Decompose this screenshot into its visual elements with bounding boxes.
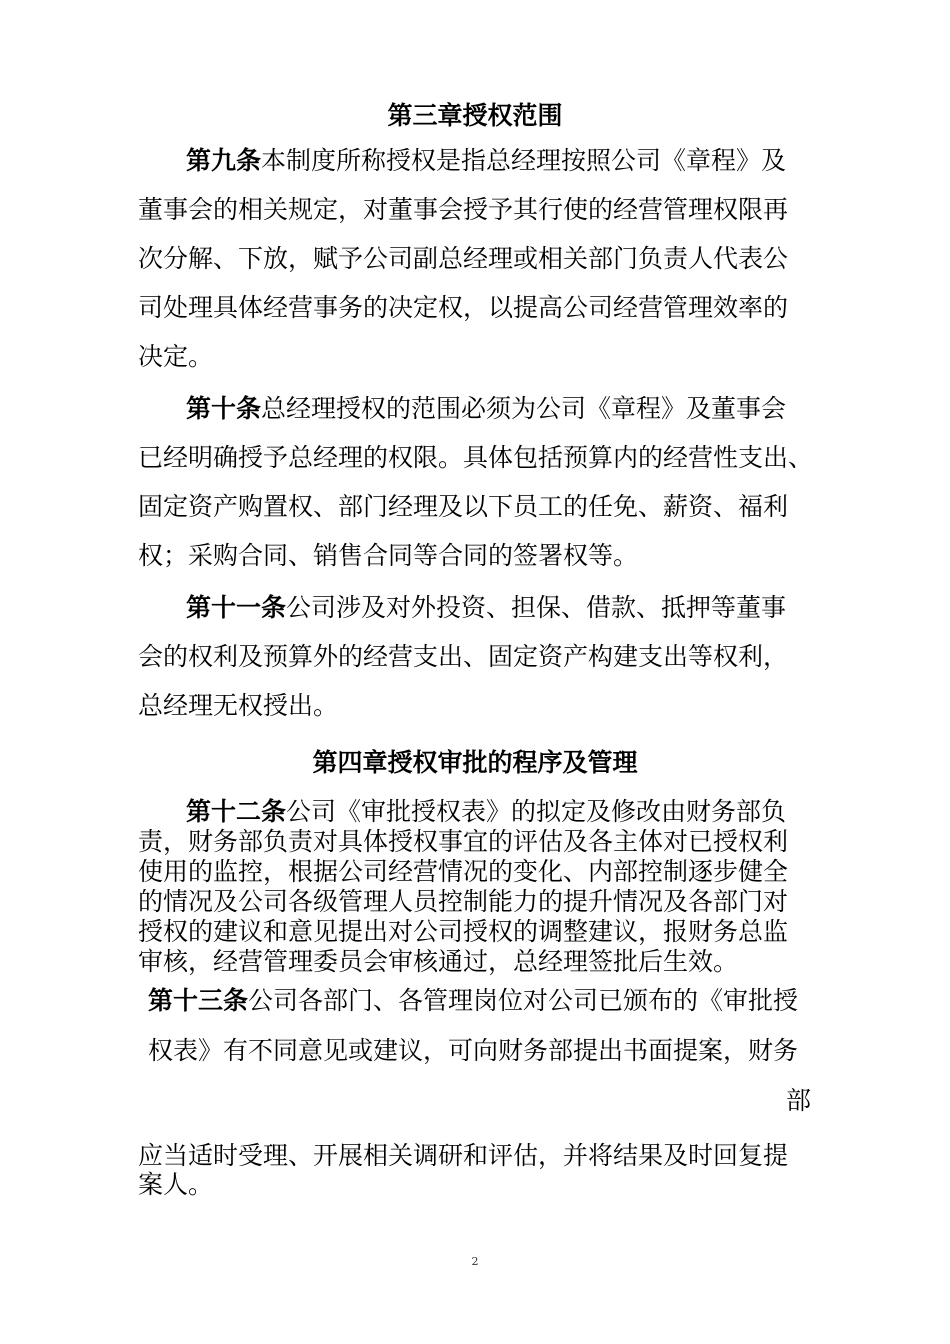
- article-12-line-1: 第十二条公司《审批授权表》的拟定及修改由财务部负: [186, 797, 787, 826]
- article-9-line-5: 决定。: [138, 342, 214, 371]
- article-11-line-3: 总经理无权授出。: [138, 691, 339, 720]
- article-13-line-2: 权表》有不同意见或建议，可向财务部提出书面提案，财务: [148, 1036, 799, 1065]
- article-13-line-5: 案人。: [138, 1170, 214, 1199]
- article-12-line-3: 使用的监控，根据公司经营情况的变化、内部控制逐步健全: [138, 857, 789, 886]
- chapter-4-heading: 第四章授权审批的程序及管理: [312, 748, 638, 777]
- article-12-label: 第十二条: [186, 797, 287, 826]
- article-11-line-2: 会的权利及预算外的经营支出、固定资产构建支出等权利，: [138, 642, 789, 671]
- article-13-line-4: 应当适时受理、开展相关调研和评估，并将结果及时回复提: [138, 1141, 789, 1170]
- article-10-label: 第十条: [186, 394, 262, 423]
- article-10-line-2: 已经明确授予总经理的权限。具体包括预算内的经营性支出、: [138, 443, 814, 472]
- article-10-line-3: 固定资产购置权、部门经理及以下员工的任免、薪资、福利: [138, 492, 789, 521]
- article-12-line-5: 授权的建议和意见提出对公司授权的调整建议，报财务总监: [138, 917, 789, 946]
- article-9-line-2: 董事会的相关规定，对董事会授予其行使的经营管理权限再: [138, 195, 789, 224]
- article-13-line-3: 部: [786, 1086, 812, 1115]
- article-9-label: 第九条: [186, 146, 262, 175]
- article-13-line-1: 第十三条公司各部门、各管理岗位对公司已颁布的《审批授: [148, 986, 799, 1015]
- article-10-line-4: 权；采购合同、销售合同等合同的签署权等。: [138, 541, 639, 570]
- article-11-line-1: 第十一条公司涉及对外投资、担保、借款、抵押等董事: [186, 593, 787, 622]
- article-12-line-4: 的情况及公司各级管理人员控制能力的提升情况及各部门对: [138, 887, 789, 916]
- article-12-line-2: 责，财务部负责对具体授权事宜的评估及各主体对已授权利: [138, 827, 789, 856]
- article-11-label: 第十一条: [186, 593, 287, 622]
- chapter-3-heading: 第三章授权范围: [387, 101, 563, 130]
- article-12-line-6: 审核，经营管理委员会审核通过，总经理签批后生效。: [138, 947, 739, 976]
- page-number: 2: [471, 1255, 479, 1268]
- article-9-line-3: 次分解、下放，赋予公司副总经理或相关部门负责人代表公: [138, 244, 789, 273]
- article-9-line-4: 司处理具体经营事务的决定权，以提高公司经营管理效率的: [138, 293, 789, 322]
- article-9-line-1: 第九条本制度所称授权是指总经理按照公司《章程》及: [186, 146, 787, 175]
- article-13-label: 第十三条: [148, 986, 249, 1015]
- article-10-line-1: 第十条总经理授权的范围必须为公司《章程》及董事会: [186, 394, 787, 423]
